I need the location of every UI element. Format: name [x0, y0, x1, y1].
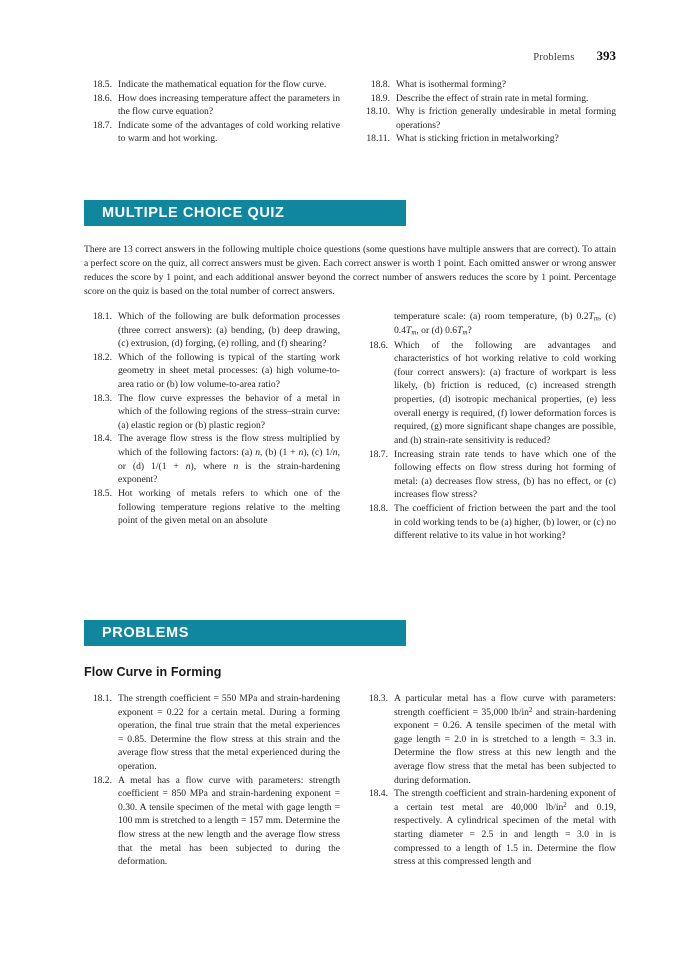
quiz-intro-paragraph: There are 13 correct answers in the following multiple choice questions (some questions have multiple answers that are correct). To attain a perfect score on the quiz, all correct answers must be given. Each correct answer is worth 1 point. Each omitted answer or wrong answer reduces the score by 1 point, and each additional answer beyond the correct number of answers reduces the score by 1 point. Percentage score on the quiz is based on the total number of correct answers.	[84, 244, 616, 297]
problems-columns	[84, 692, 616, 869]
running-head	[533, 48, 616, 64]
question-text: Hot working of metals refers to which one of the following temperature regions relative to the melting point of the given metal on an absolute	[118, 487, 340, 527]
question-item	[84, 487, 340, 528]
review-questions-list-right	[360, 78, 616, 146]
review-questions-list-left	[84, 78, 340, 146]
question-item	[360, 448, 616, 502]
question-text: Which of the following is typical of the starting work geometry in sheet metal processes: (a) high volume-to-area ratio or (b) low volume-to-area ratio?	[118, 351, 340, 391]
multiple-choice-quiz-banner-label: MULTIPLE CHOICE QUIZ	[102, 205, 285, 221]
question-item	[84, 119, 340, 146]
question-number: 18.4.	[368, 788, 388, 800]
question-text: Indicate some of the advantages of cold working relative to warm and hot working.	[118, 119, 340, 145]
question-text: The average flow stress is the flow stress multiplied by which of the following factors: (a) n, (b) (1 + n), (c) 1/n, or (d) 1/(1 + n), where n is the strain-hardening exponent?	[118, 433, 341, 486]
question-number: 18.11.	[366, 133, 390, 145]
question-text: Which of the following are bulk deformation processes (three correct answers): (a) bending, (b) deep drawing, (c) extrusion, (d) forging, (e) rolling, and (f) shearing?	[118, 311, 340, 350]
question-item	[84, 78, 340, 92]
question-item	[84, 692, 340, 774]
question-text: A metal has a flow curve with parameters: strength coefficient = 850 MPa and strain-hardening exponent = 0.30. A tensile specimen of the metal with gage length = 100 mm is stretched to a length = 157 mm. Determine the flow stress at the new length and the average flow stress that the metal has been subjected to during the deformation.	[118, 774, 340, 868]
question-number: 18.3.	[368, 693, 388, 704]
question-item	[84, 92, 340, 119]
question-number: 18.1.	[92, 311, 112, 322]
question-number: 18.3.	[92, 392, 112, 404]
question-item	[84, 774, 340, 869]
review-questions-columns	[84, 78, 616, 146]
question-number: 18.7.	[368, 448, 388, 460]
question-text: Increasing strain rate tends to have which one of the following effects on flow stress during hot forming of metal: (a) decreases flow stress, (b) has no effect, or (c) increases flow stress?	[394, 448, 616, 501]
question-text: The strength coefficient and strain-hardening exponent of a certain test metal are 40,000 $lb/in^2$ and 0.19, respectively. A cylindrical specimen of the metal with starting diameter = 2.5 in and length = 3.0 in is compressed to a length of 1.5 in. Determine the flow stress at this compressed length and	[394, 788, 616, 868]
question-item	[360, 339, 616, 448]
review-questions-right-column	[360, 78, 616, 146]
problems-left-column	[84, 692, 340, 869]
question-number: 18.5.	[92, 487, 112, 499]
problems-list-left	[84, 692, 340, 869]
question-number: 18.1.	[92, 693, 112, 704]
question-text: What is sticking friction in metalworking?	[396, 133, 559, 145]
question-number: 18.2.	[92, 351, 112, 363]
question-text: What is isothermal forming?	[396, 79, 507, 90]
problems-list-right	[360, 692, 616, 869]
question-text: Which of the following are advantages and characteristics of hot working relative to cold working (four correct answers): (a) fracture of workpart is less likely, (b) friction is reduced, (c) increased strength properties, (d) isotropic mechanical properties, (e) less overall energy is required, (f) lower deformation forces is required, (g) more significant shape changes are possible, and (h) strain-rate sensitivity is reduced?	[394, 339, 616, 446]
question-number: 18.4.	[92, 433, 112, 445]
problems-banner-label: PROBLEMS	[102, 625, 189, 641]
question-item	[84, 392, 340, 433]
question-text: The flow curve expresses the behavior of a metal in which of the following regions of the stress–strain curve: (a) elastic region or (b) plastic region?	[118, 392, 340, 431]
question-text: Why is friction generally undesirable in metal forming operations?	[396, 106, 616, 131]
quiz-questions-right-column	[360, 310, 616, 543]
question-item	[360, 787, 616, 869]
multiple-choice-quiz-banner	[84, 200, 406, 226]
problems-right-column	[360, 692, 616, 869]
problems-subheading: Flow Curve in Forming	[84, 665, 222, 679]
quiz-questions-left-column	[84, 310, 340, 543]
quiz-questions-columns	[84, 310, 616, 543]
question-text: The strength coefficient = 550 MPa and strain-hardening exponent = 0.22 for a certain metal. During a forming operation, the final true strain that the metal experiences = 0.85. Determine the flow stress at this strain and the average flow stress that the metal experienced during the operation.	[118, 693, 340, 773]
question-number: 18.2.	[92, 774, 112, 786]
question-number: 18.9.	[370, 92, 390, 104]
question-item	[84, 310, 340, 351]
question-item	[360, 692, 616, 787]
question-text: Describe the effect of strain rate in metal forming.	[396, 92, 589, 104]
question-item	[360, 310, 616, 339]
question-number: 18.6.	[92, 92, 112, 104]
question-text: A particular metal has a flow curve with parameters: strength coefficient = 35,000 $lb/in^2$ and strain-hardening exponent = 0.26. A tensile specimen of the metal with gage length = 2.0 in is stretched to a length = 3.3 in. Determine the flow stress at this new length and the average flow stress that the metal has been subjected to during deformation.	[394, 693, 616, 786]
question-text: temperature scale: (a) room temperature, (b) $0.2T_m$, (c) $0.4T_m$, or (d) $0.6T_m$?	[394, 311, 617, 337]
page-number: 393	[596, 48, 616, 63]
question-number: 18.10.	[366, 106, 390, 118]
question-number: 18.7.	[92, 119, 112, 131]
quiz-questions-list-left	[84, 310, 340, 528]
problems-banner	[84, 620, 406, 646]
question-item	[84, 351, 340, 392]
question-number: 18.8.	[370, 79, 390, 90]
question-item	[360, 132, 616, 146]
question-number: 18.6.	[368, 339, 388, 351]
question-number: 18.8.	[368, 502, 388, 514]
review-questions-left-column	[84, 78, 340, 146]
question-item	[360, 105, 616, 132]
question-item	[84, 432, 340, 486]
question-item	[360, 92, 616, 106]
quiz-questions-list-right	[360, 310, 616, 543]
question-item	[360, 502, 616, 543]
question-number	[360, 310, 394, 339]
question-text: How does increasing temperature affect the parameters in the flow curve equation?	[118, 92, 340, 118]
question-item	[360, 78, 616, 92]
running-head-label: Problems	[533, 52, 575, 63]
question-text: Indicate the mathematical equation for the flow curve.	[118, 79, 327, 90]
question-text: The coefficient of friction between the part and the tool in cold working tends to be (a) higher, (b) lower, or (c) no different relative to its value in hot working?	[394, 502, 616, 542]
question-number: 18.5.	[92, 79, 112, 90]
